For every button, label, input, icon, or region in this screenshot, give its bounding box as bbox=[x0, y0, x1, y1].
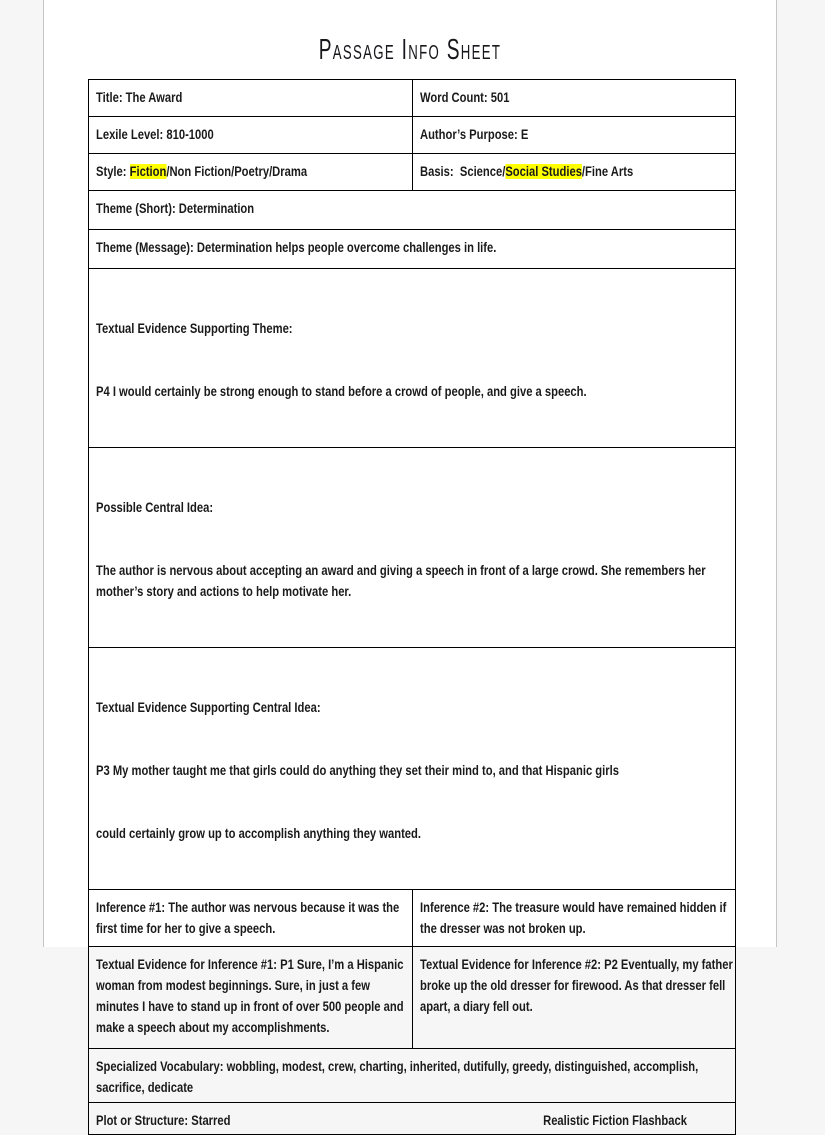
row-plot-structure bbox=[89, 1102, 735, 1134]
evidence-central-idea-label: Textual Evidence Supporting Central Idea: bbox=[96, 700, 321, 715]
plot-structure-text: Plot or Structure: Starred bbox=[96, 1113, 231, 1128]
inference1-text: Inference #1: The author was nervous because it was the first time for her to give a speech. bbox=[96, 900, 403, 936]
authors-purpose-cell bbox=[412, 117, 735, 153]
row-evidence-central-idea bbox=[89, 647, 735, 889]
passage-info-table bbox=[88, 79, 736, 1135]
central-idea-label: Possible Central Idea: bbox=[96, 500, 214, 515]
row-theme-message bbox=[89, 229, 735, 268]
basis-cell bbox=[412, 154, 735, 190]
plot-structure-content bbox=[96, 1110, 735, 1131]
style-highlighted-choice: Fiction bbox=[129, 164, 167, 179]
row-evidence-theme bbox=[89, 268, 735, 447]
evidence-central-idea-line2: could certainly grow up to accomplish anything they wanted. bbox=[96, 826, 421, 841]
evidence-central-idea-content bbox=[96, 655, 735, 886]
evidence-theme-content bbox=[96, 276, 735, 444]
row-theme-short bbox=[89, 190, 735, 229]
authors-purpose-text: Author’s Purpose: E bbox=[420, 127, 529, 142]
style-cell bbox=[89, 154, 412, 190]
basis-prefix: Basis: Science/ bbox=[420, 164, 506, 179]
lexile-level-cell bbox=[89, 117, 412, 153]
specialized-vocabulary-text: Specialized Vocabulary: wobbling, modest, crew, charting, inherited, dutifully, greedy, distinguished, accomplish, sacrifice, dedicate bbox=[96, 1059, 702, 1095]
page-title: Passage Info Sheet bbox=[318, 34, 502, 66]
row-evidence-inferences bbox=[89, 946, 735, 1048]
theme-short-text: Theme (Short): Determination bbox=[96, 201, 255, 216]
basis-highlighted-choice: Social Studies bbox=[505, 164, 582, 179]
evidence-theme-label: Textual Evidence Supporting Theme: bbox=[96, 321, 293, 336]
theme-short-cell bbox=[89, 191, 735, 229]
theme-message-text: Theme (Message): Determination helps people overcome challenges in life. bbox=[96, 240, 497, 255]
inference2-cell bbox=[412, 890, 735, 946]
evidence-inference1-cell bbox=[89, 947, 412, 1048]
evidence-theme-text: P4 I would certainly be strong enough to stand before a crowd of people, and give a speech. bbox=[96, 384, 587, 399]
central-idea-cell bbox=[89, 448, 735, 647]
central-idea-text: The author is nervous about accepting an award and giving a speech in front of a large crowd. She remembers her mother’s story and actions to help motivate her. bbox=[96, 563, 709, 599]
central-idea-content bbox=[96, 455, 735, 644]
lexile-level-text: Lexile Level: 810-1000 bbox=[96, 127, 214, 142]
style-prefix: Style: bbox=[96, 164, 130, 179]
genre-text: Realistic Fiction Flashback bbox=[543, 1113, 687, 1128]
row-inferences bbox=[89, 889, 735, 946]
style-suffix: /Non Fiction/Poetry/Drama bbox=[166, 164, 308, 179]
row-lexile-purpose bbox=[89, 116, 735, 153]
document-page bbox=[43, 0, 777, 1128]
plot-structure-cell bbox=[89, 1103, 735, 1134]
evidence-theme-cell bbox=[89, 269, 735, 447]
evidence-inference1-text: Textual Evidence for Inference #1: P1 Sure, I’m a Hispanic woman from modest beginnings. Sure, in just a few minutes I have to stand up in front of over 500 people and make a speech about my accomplishments. bbox=[96, 957, 407, 1035]
word-count-cell bbox=[412, 80, 735, 116]
specialized-vocabulary-cell bbox=[89, 1049, 735, 1102]
word-count-text: Word Count: 501 bbox=[420, 90, 510, 105]
evidence-inference2-cell bbox=[412, 947, 735, 1048]
title-text: Title: The Award bbox=[96, 90, 183, 105]
row-specialized-vocabulary bbox=[89, 1048, 735, 1102]
row-central-idea bbox=[89, 447, 735, 647]
theme-message-cell bbox=[89, 230, 735, 268]
inference1-cell bbox=[89, 890, 412, 946]
basis-suffix: /Fine Arts bbox=[581, 164, 634, 179]
inference2-text: Inference #2: The treasure would have remained hidden if the dresser was not broken up. bbox=[420, 900, 730, 936]
evidence-central-idea-cell bbox=[89, 648, 735, 889]
row-style-basis bbox=[89, 153, 735, 190]
style-text bbox=[96, 161, 412, 182]
evidence-inference2-text: Textual Evidence for Inference #2: P2 Eventually, my father broke up the old dresser for firewood. As that dresser fell apart, a diary fell out. bbox=[420, 957, 736, 1014]
evidence-central-idea-line1: P3 My mother taught me that girls could do anything they set their mind to, and that Hispanic girls bbox=[96, 763, 619, 778]
basis-text bbox=[420, 161, 735, 182]
title-cell bbox=[89, 80, 412, 116]
row-title-wordcount bbox=[89, 80, 735, 116]
